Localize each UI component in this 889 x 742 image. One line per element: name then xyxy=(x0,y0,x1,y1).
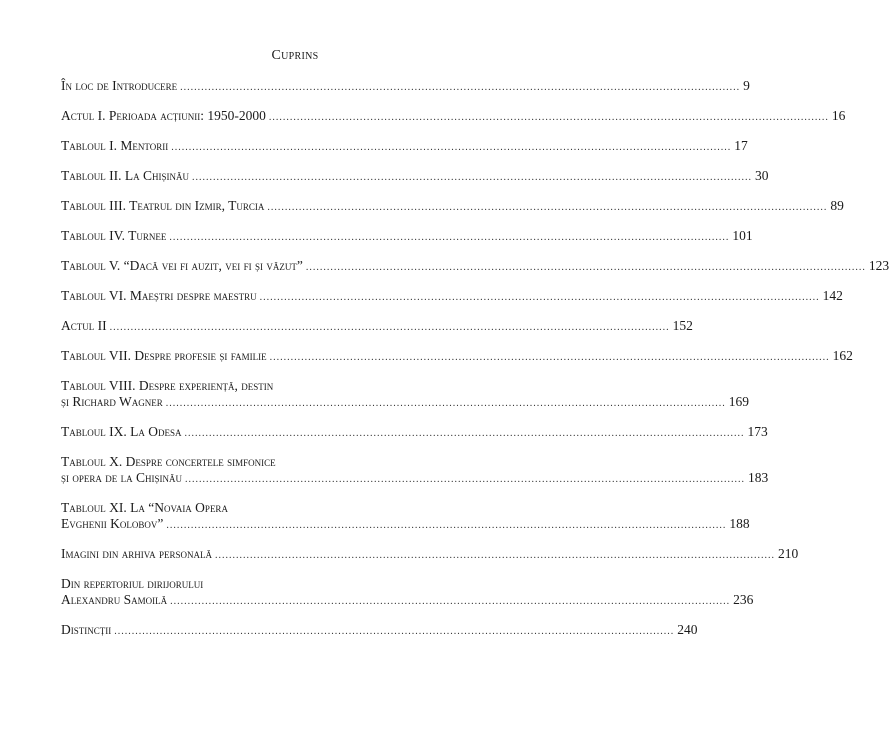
toc-entry xyxy=(61,78,750,96)
toc-entry-page-number: 210 xyxy=(777,546,799,561)
toc-entry xyxy=(61,348,853,366)
toc-entry-label: Tabloul V. “Dacă vei fi auzit, vei fi și văzut” xyxy=(61,258,303,273)
toc-entry-page-number: 183 xyxy=(748,470,769,485)
dot-leader: ................................................................................................................................................................ xyxy=(184,428,745,439)
dot-leader: ................................................................................................................................................................ xyxy=(267,202,828,213)
toc-entry xyxy=(61,108,846,126)
dot-leader: ................................................................................................................................................................ xyxy=(166,520,727,531)
toc-entry-page-number: 142 xyxy=(822,288,843,303)
toc-entry xyxy=(61,500,750,534)
dot-leader: ................................................................................................................................................................ xyxy=(165,398,726,409)
toc-entry-label: Tabloul VI. Maeștri despre maestru xyxy=(61,288,257,303)
toc-entry-label: Imagini din arhiva personală xyxy=(61,546,212,561)
toc-entry xyxy=(61,258,889,276)
dot-leader: ................................................................................................................................................................ xyxy=(185,474,746,485)
table-of-contents xyxy=(61,78,889,640)
toc-entry-label: și Richard Wagner xyxy=(61,394,163,409)
dot-leader: ................................................................................................................................................................ xyxy=(169,232,730,243)
toc-entry-label: Distincții xyxy=(61,622,112,637)
dot-leader: ................................................................................................................................................................ xyxy=(109,322,670,333)
dot-leader: ................................................................................................................................................................ xyxy=(259,292,820,303)
toc-entry xyxy=(61,198,844,216)
toc-entry xyxy=(61,622,698,640)
toc-entry-label: Tabloul VII. Despre profesie și familie xyxy=(61,348,267,363)
toc-entry-label: Evghenii Kolobov” xyxy=(61,516,164,531)
toc-entry-label-line: Din repertoriul dirijorului xyxy=(61,576,204,591)
toc-entry-page-number: 9 xyxy=(743,78,750,93)
dot-leader: ................................................................................................................................................................ xyxy=(269,352,830,363)
toc-entry-page-number: 240 xyxy=(677,622,698,637)
toc-entry-label: Tabloul II. La Chișinău xyxy=(61,168,189,183)
toc-entry-label: Tabloul IX. La Odesa xyxy=(61,424,182,439)
toc-entry-page-number: 236 xyxy=(733,592,754,607)
toc-entry-label-line: Tabloul XI. La “Novaia Opera xyxy=(61,500,228,515)
toc-entry-label: Actul I. Perioada acțiunii: 1950-2000 xyxy=(61,108,266,123)
toc-entry-page-number: 17 xyxy=(734,138,748,153)
toc-entry-page-number: 188 xyxy=(729,516,750,531)
dot-leader: ................................................................................................................................................................ xyxy=(114,626,675,637)
toc-entry-page-number: 152 xyxy=(672,318,693,333)
toc-entry-label: Tabloul IV. Turnee xyxy=(61,228,167,243)
toc-entry-page-number: 89 xyxy=(830,198,844,213)
toc-entry-page-number: 162 xyxy=(832,348,853,363)
toc-entry-label: Tabloul III. Teatrul din Izmir, Turcia xyxy=(61,198,265,213)
toc-entry xyxy=(61,168,769,186)
toc-entry xyxy=(61,228,753,246)
toc-entry xyxy=(61,378,750,412)
dot-leader: ................................................................................................................................................................ xyxy=(171,142,732,153)
dot-leader: ................................................................................................................................................................ xyxy=(180,82,741,93)
toc-entry-page-number: 123 xyxy=(868,258,889,273)
toc-entry-label: Alexandru Samoilă xyxy=(61,592,168,607)
toc-title: Cuprins xyxy=(271,48,319,63)
toc-entry xyxy=(61,138,748,156)
toc-entry-label: Actul II xyxy=(61,318,107,333)
toc-entry xyxy=(61,288,843,306)
dot-leader: ................................................................................................................................................................ xyxy=(268,112,829,123)
toc-entry-label-line: Tabloul VIII. Despre experiență, destin xyxy=(61,378,274,393)
toc-entry-page-number: 16 xyxy=(831,108,846,123)
toc-entry-page-number: 30 xyxy=(754,168,769,183)
toc-entry-page-number: 169 xyxy=(728,394,750,409)
toc-entry xyxy=(61,424,768,442)
toc-entry-label: În loc de Introducere xyxy=(61,78,178,93)
dot-leader: ................................................................................................................................................................ xyxy=(191,172,752,183)
toc-entry-label: și opera de la Chișinău xyxy=(61,470,183,485)
toc-entry-label-line: Tabloul X. Despre concertele simfonice xyxy=(61,454,276,469)
toc-entry xyxy=(61,546,799,564)
dot-leader: ................................................................................................................................................................ xyxy=(305,262,866,273)
toc-entry xyxy=(61,318,693,336)
toc-entry-label: Tabloul I. Mentorii xyxy=(61,138,169,153)
dot-leader: ................................................................................................................................................................ xyxy=(170,596,731,607)
toc-entry-page-number: 101 xyxy=(732,228,753,243)
dot-leader: ................................................................................................................................................................ xyxy=(214,550,775,561)
toc-entry xyxy=(61,454,769,488)
toc-entry-page-number: 173 xyxy=(747,424,768,439)
toc-entry xyxy=(61,576,754,610)
